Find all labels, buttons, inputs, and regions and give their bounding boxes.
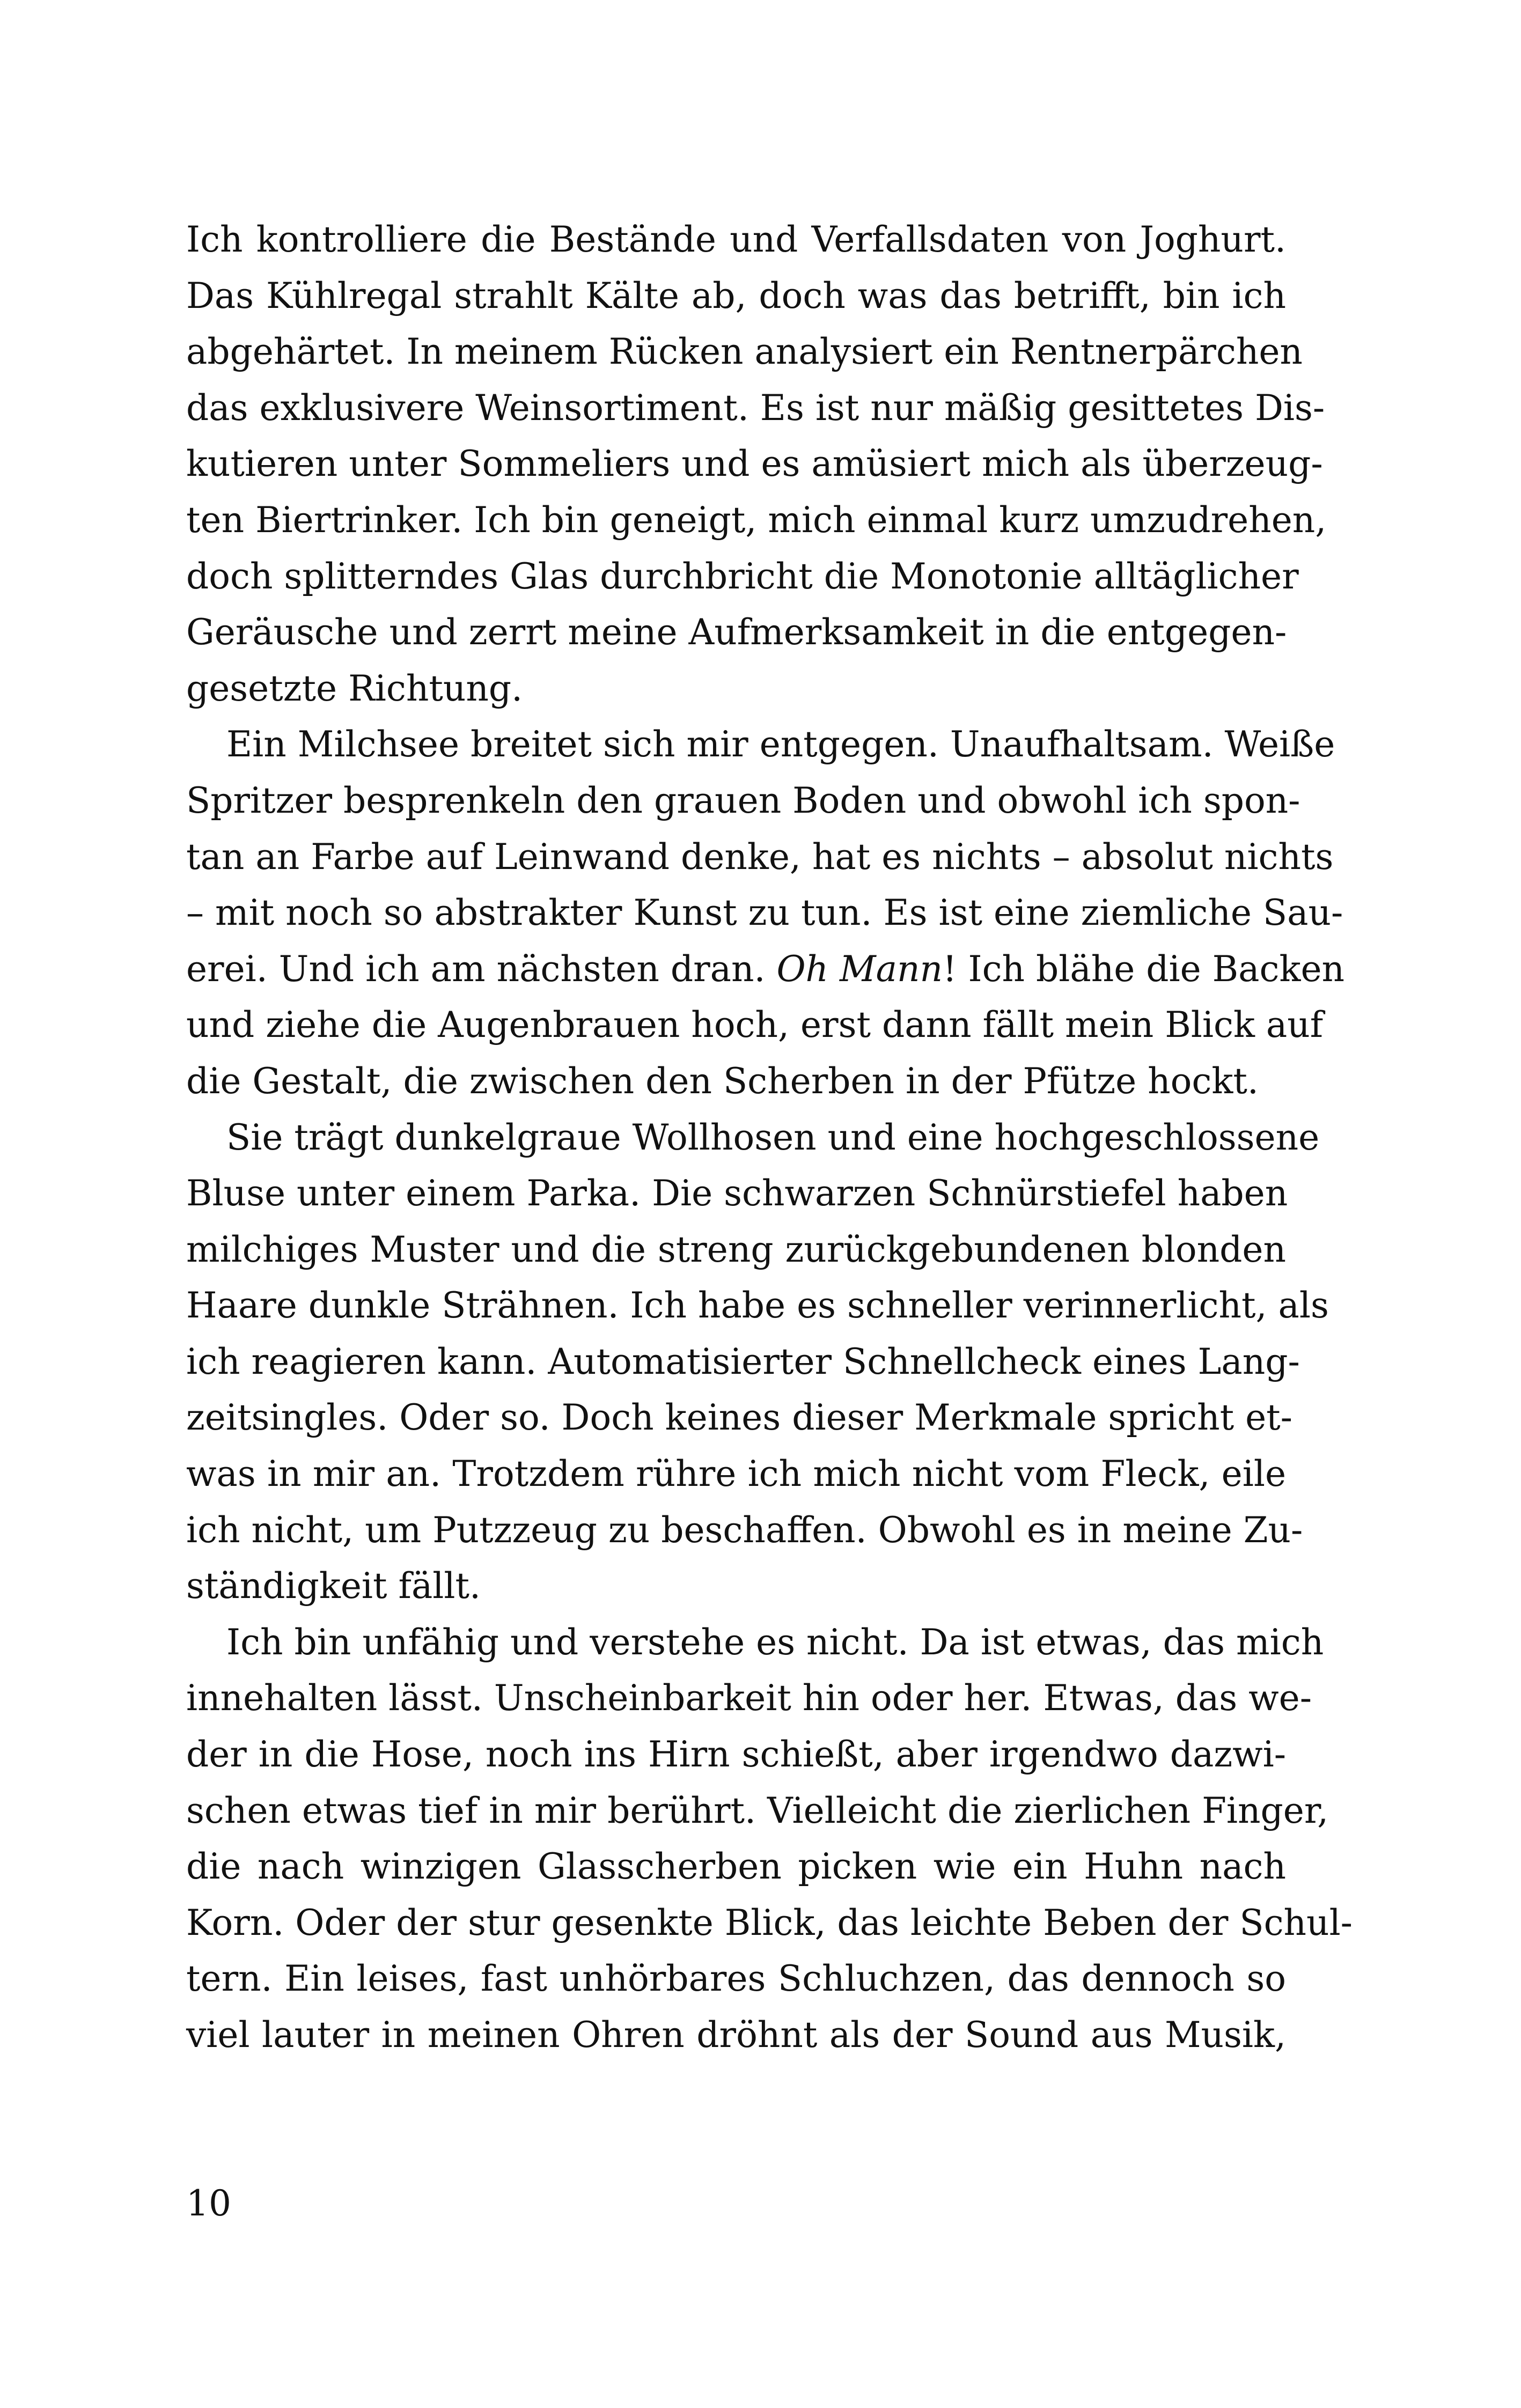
text-line: ich reagieren kann. Automatisierter Schnellcheck eines Lang- (186, 1341, 1300, 1382)
text-line: Das Kühlregal strahlt Kälte ab, doch was das betrifft, bin ich (186, 275, 1286, 316)
text-line: die nach winzigen Glasscherben picken wie ein Huhn nach (186, 1846, 1286, 1888)
text-segment: erei. Und ich am nächsten dran. (186, 948, 777, 990)
paragraph-4 (186, 1615, 1353, 2064)
text-line: – mit noch so abstrakter Kunst zu tun. Es ist eine ziemliche Sau- (186, 892, 1343, 934)
text-line: gesetzte Richtung. (186, 667, 523, 709)
text-line: zeitsingles. Oder so. Doch keines dieser Merkmale spricht et- (186, 1397, 1292, 1439)
body-text (186, 212, 1353, 2064)
text-line: tan an Farbe auf Leinwand denke, hat es nichts – absolut nichts (186, 836, 1334, 878)
text-line: Haare dunkle Strähnen. Ich habe es schneller verinnerlicht, als (186, 1285, 1329, 1327)
text-line: kutieren unter Sommeliers und es amüsiert mich als überzeug- (186, 443, 1323, 485)
text-segment: ! Ich blähe die Backen (943, 948, 1345, 990)
text-line: doch splitterndes Glas durchbricht die Monotonie alltäglicher (186, 555, 1299, 597)
text-line: der in die Hose, noch ins Hirn schießt, aber irgendwo dazwi- (186, 1734, 1286, 1776)
text-line: und ziehe die Augenbrauen hoch, erst dann fällt mein Blick auf (186, 1004, 1324, 1046)
text-line: Ein Milchsee breitet sich mir entgegen. Unaufhaltsam. Weiße (226, 724, 1335, 765)
text-line: Geräusche und zerrt meine Aufmerksamkeit in die entgegen- (186, 612, 1287, 653)
text-line: innehalten lässt. Unscheinbarkeit hin oder her. Etwas, das we- (186, 1677, 1312, 1719)
text-line: abgehärtet. In meinem Rücken analysiert ein Rentnerpärchen (186, 331, 1303, 373)
text-line: die Gestalt, die zwischen den Scherben in der Pfütze hockt. (186, 1060, 1259, 1102)
text-line: Korn. Oder der stur gesenkte Blick, das leichte Beben der Schul- (186, 1902, 1353, 1943)
text-line: viel lauter in meinen Ohren dröhnt als der Sound aus Musik, (186, 2014, 1286, 2056)
text-line: Bluse unter einem Parka. Die schwarzen Schnürstiefel haben (186, 1173, 1288, 1214)
italic-phrase: Oh Mann (776, 948, 943, 990)
text-line: ten Biertrinker. Ich bin geneigt, mich einmal kurz umzudrehen, (186, 499, 1327, 541)
text-line: Ich bin unfähig und verstehe es nicht. Da ist etwas, das mich (226, 1621, 1324, 1663)
page-number: 10 (186, 2183, 231, 2224)
text-line: was in mir an. Trotzdem rühre ich mich nicht vom Fleck, eile (186, 1453, 1286, 1495)
text-line: ständigkeit fällt. (186, 1565, 481, 1607)
text-line: tern. Ein leises, fast unhörbares Schluchzen, das dennoch so (186, 1958, 1286, 2000)
text-line: Ich kontrolliere die Bestände und Verfallsdaten von Joghurt. (186, 219, 1286, 260)
text-line: das exklusivere Weinsortiment. Es ist nur mäßig gesittetes Dis- (186, 387, 1325, 429)
paragraph-2 (186, 717, 1345, 1109)
text-line: ich nicht, um Putzzeug zu beschaffen. Obwohl es in meine Zu- (186, 1509, 1303, 1551)
paragraph-3 (186, 1110, 1329, 1615)
text-line: schen etwas tief in mir berührt. Vielleicht die zierlichen Finger, (186, 1790, 1329, 1831)
paragraph-1 (186, 212, 1327, 717)
text-line: milchiges Muster und die streng zurückgebundenen blonden (186, 1228, 1286, 1270)
text-line: Spritzer besprenkeln den grauen Boden und obwohl ich spon- (186, 779, 1300, 821)
text-line: Sie trägt dunkelgraue Wollhosen und eine hochgeschlossene (226, 1116, 1320, 1158)
text-line-with-italic (186, 941, 1345, 998)
